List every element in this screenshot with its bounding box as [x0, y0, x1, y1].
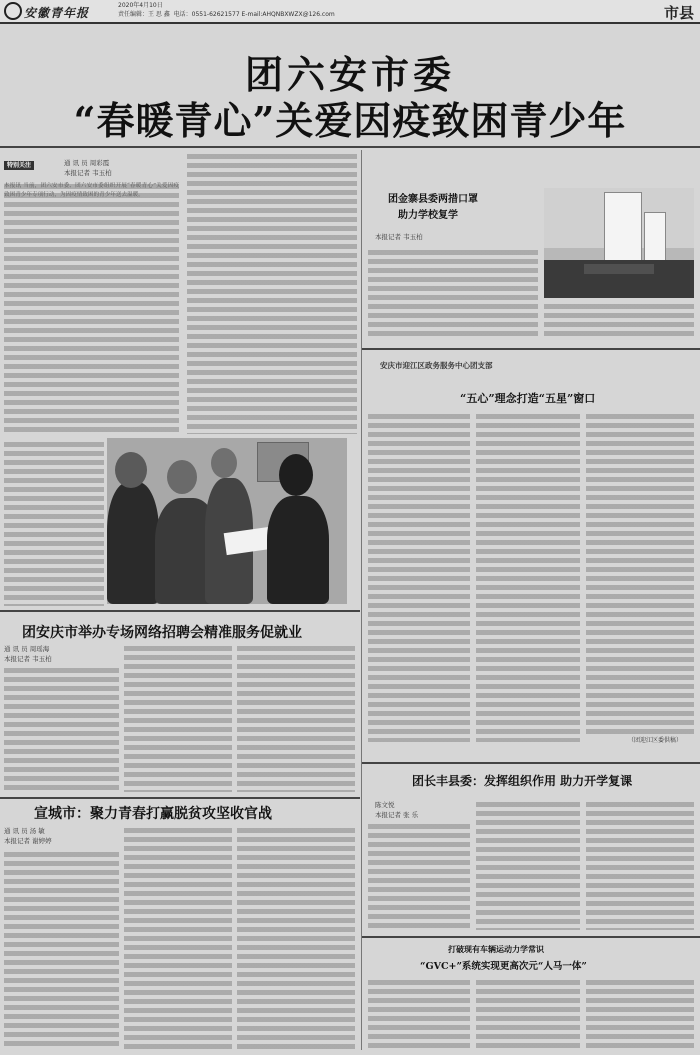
jinzhai-byline: 本报记者 韦玉柏 [375, 233, 423, 241]
xuancheng-text-col3 [237, 826, 355, 1050]
anqing-window-text-col3 [586, 412, 694, 734]
anqing-window-text-col2 [476, 412, 580, 742]
jinzhai-photo-banner [584, 264, 654, 274]
xuancheng-title: 宣城市：聚力青春打赢脱贫攻坚收官战 [34, 806, 272, 822]
main-byline [64, 158, 112, 178]
jinzhai-photo [544, 188, 694, 298]
anqing-window-title: “五心”理念打造“五星”窗口 [460, 392, 596, 405]
divider-mid-left [0, 610, 360, 612]
gvc-title-line-1: 打破现有车辆运动力学常识 [448, 944, 544, 954]
divider-right-2 [362, 762, 700, 764]
divider-right-3 [362, 936, 700, 938]
column-divider [361, 150, 362, 1050]
special-focus-tag: 特别关注 [4, 161, 34, 170]
main-byline-staff: 本报记者 韦玉柏 [64, 169, 112, 177]
logo-mark-icon [4, 2, 22, 20]
divider-top [0, 146, 700, 148]
xuancheng-byline-reporter: 通 讯 员 汤 敏 [4, 827, 45, 835]
fengtai-byline [375, 800, 418, 820]
anqing-jobfair-text-col1 [4, 666, 119, 792]
fengtai-text-col1 [368, 822, 470, 930]
editor: 责任编辑：王 思 鑫 [118, 11, 170, 18]
xuancheng-text-col1 [4, 850, 119, 1050]
main-headline-line-2: “春暖青心”关爱因疫致困青少年 [73, 98, 627, 143]
main-photo [107, 438, 347, 604]
jinzhai-text-col2 [544, 302, 694, 340]
issue-date: 2020年4月10日 [118, 2, 163, 9]
jinzhai-title-line-1: 团金寨县委两措口罩 [388, 194, 478, 205]
logo-text: 安徽青年报 [24, 6, 90, 20]
photo-person-1 [107, 482, 159, 604]
main-lead-text: 本报讯 当前，团六安市委、团六安市委组织开展“春暖青心”关爱因疫致困青少年专项行动，为因疫情致困的青少年送去温暖。 [4, 182, 179, 434]
anqing-window-kicker: 安庆市迎江区政务服务中心团支部 [380, 361, 493, 370]
newspaper-logo [4, 2, 89, 21]
gvc-text-col2 [476, 978, 580, 1050]
jinzhai-title-line-2: 助力学校复学 [398, 210, 458, 221]
divider-right-1 [362, 348, 700, 350]
main-text-col1b [4, 440, 104, 606]
anqing-jobfair-byline [4, 644, 52, 664]
anqing-window-text-col1 [368, 412, 470, 742]
section-label: 市县 [663, 4, 694, 22]
anqing-jobfair-text-col3 [237, 644, 355, 792]
fengtai-byline-staff: 本报记者 张 乐 [375, 811, 419, 819]
gvc-text-col3 [586, 978, 694, 1050]
fengtai-text-col2 [476, 800, 580, 930]
gvc-text-col1 [368, 978, 470, 1050]
anqing-jobfair-title: 团安庆市举办专场网络招聘会精准服务促就业 [22, 625, 302, 641]
masthead-info [118, 1, 335, 19]
main-text-col2 [187, 152, 357, 434]
jinzhai-photo-building-2 [644, 212, 666, 264]
anqing-jobfair-byline-staff: 本报记者 韦玉柏 [4, 655, 52, 663]
photo-head-1 [115, 452, 147, 488]
photo-person-4 [267, 496, 329, 604]
fengtai-title: 团长丰县委：发挥组织作用 助力开学复课 [412, 774, 633, 788]
photo-head-4 [279, 454, 313, 496]
anqing-jobfair-byline-reporter: 通 讯 员 周瑶海 [4, 645, 50, 653]
main-byline-reporter: 通 讯 员 周彩霞 [64, 159, 110, 167]
masthead [0, 0, 700, 24]
jinzhai-text-col1 [368, 248, 538, 340]
gvc-title-line-2: “GVC+”系统实现更高次元“人马一体” [420, 961, 587, 972]
divider-lower-left [0, 797, 360, 799]
photo-head-2 [167, 460, 197, 494]
xuancheng-byline [4, 826, 52, 846]
fengtai-byline-reporter: 陈文悦 [375, 801, 395, 809]
xuancheng-byline-staff: 本报记者 谢婷婷 [4, 837, 52, 845]
contact: 电话：0551-62621577 E-mail:AHQNBXWZX@126.com [173, 11, 335, 18]
anqing-window-credit: （团迎江区委供稿） [628, 737, 683, 744]
main-headline-line-1: 团六安市委 [244, 52, 455, 97]
anqing-jobfair-text-col2 [124, 644, 232, 792]
xuancheng-text-col2 [124, 826, 232, 1050]
photo-head-3 [211, 448, 237, 478]
fengtai-text-col3 [586, 800, 694, 930]
